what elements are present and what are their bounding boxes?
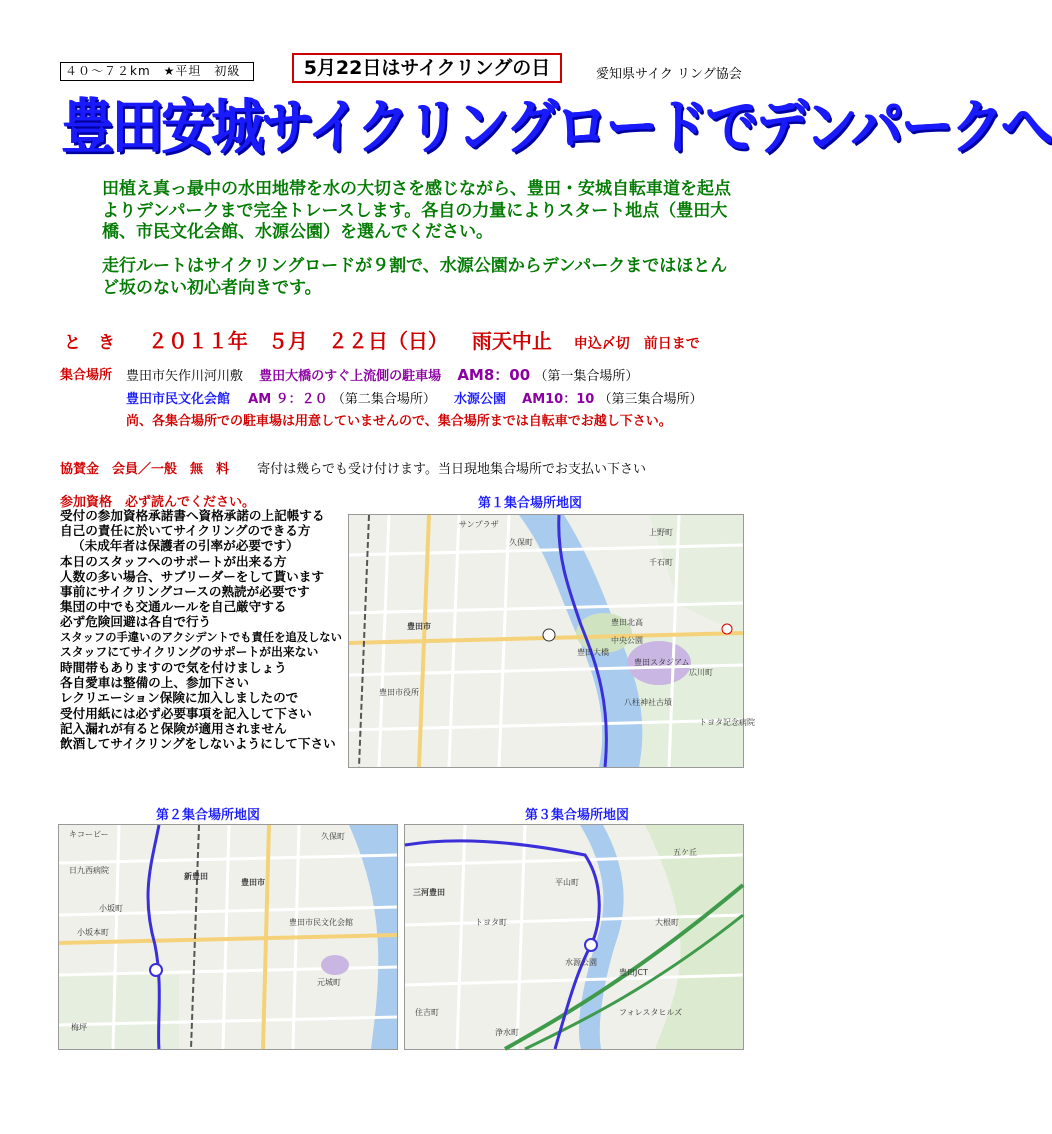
cycling-day-banner: 5月22日はサイクリングの日	[292, 53, 562, 83]
fee-note: 寄付は幾らでも受け付けます。当日現地集合場所でお支払い下さい	[257, 462, 646, 477]
map-3	[404, 824, 744, 1050]
date-line	[64, 325, 700, 354]
list-item: レクリエーション保険に加入しましたので	[60, 690, 299, 706]
list-item: 時間帯もありますので気を付けましょう	[60, 660, 287, 676]
svg-text:平山町: 平山町	[555, 878, 579, 887]
list-item: 事前にサイクリングコースの熟読が必要です	[60, 584, 310, 600]
list-item: （未成年者は保護者の引率が必要です）	[72, 538, 299, 554]
association-name: 愛知県サイク リング協会	[596, 67, 742, 82]
list-item: 受付用紙には必ず必要事項を記入して下さい	[60, 705, 312, 721]
map-2-caption: 第２集合場所地図	[156, 808, 261, 823]
fee-label: 協賛金 会員／一般 無 料	[60, 462, 230, 477]
meeting-1-note: （第一集合場所）	[534, 369, 639, 384]
meeting-line-1	[126, 364, 638, 385]
svg-text:豊田JCT: 豊田JCT	[619, 968, 648, 977]
list-item: 自己の責任に於いてサイクリングのできる方	[60, 523, 311, 539]
svg-text:広川町: 広川町	[689, 668, 713, 677]
svg-text:上野町: 上野町	[649, 528, 673, 537]
intro-paragraph-1: 田植え真っ最中の水田地帯を水の大切さを感じながら、豊田・安城自転車道を起点よりデンパークまで完全トレースします。各自の力量によりスタート地点（豊田大橋、市民文化会館、水源公園）を選んでください。	[102, 179, 731, 242]
rain-cancel-note: 雨天中止	[471, 329, 552, 353]
map-1-image	[349, 515, 755, 767]
svg-text:浄水町: 浄水町	[495, 1028, 519, 1037]
svg-text:豊田市役所: 豊田市役所	[379, 688, 419, 697]
map-3-image	[405, 825, 743, 1049]
svg-text:豊田市: 豊田市	[241, 878, 265, 887]
list-item: 人数の多い場合、サブリーダーをして貰います	[60, 568, 324, 584]
svg-text:豊田市民文化会館: 豊田市民文化会館	[289, 918, 353, 927]
event-date: ２０１１年 ５月 ２２日（日）	[147, 329, 448, 353]
meeting-2-time: AM ９：２０	[248, 392, 328, 407]
meeting-1-time: AM8：00	[457, 366, 531, 384]
list-item: 集団の中でも交通ルールを自己厳守する	[60, 599, 287, 615]
meeting-1-spot: 豊田大橋のすぐ上流側の駐車場	[259, 369, 442, 384]
application-deadline: 申込〆切 前日まで	[573, 336, 700, 352]
svg-text:小坂本町: 小坂本町	[77, 928, 109, 937]
parking-notice: 尚、各集合場所での駐車場は用意していませんので、集合場所までは自転車でお越し下さい。	[126, 414, 672, 429]
svg-text:トヨタ記念病院: トヨタ記念病院	[699, 718, 755, 727]
map-1	[348, 514, 755, 768]
svg-text:水源公園: 水源公園	[565, 958, 597, 967]
meeting-3-note: （第三集合場所）	[598, 392, 703, 407]
svg-text:日九西病院: 日九西病院	[69, 866, 109, 875]
map-2-image	[59, 825, 397, 1049]
meeting-line-2	[126, 388, 702, 407]
svg-text:五ケ丘: 五ケ丘	[673, 848, 697, 857]
svg-text:大根町: 大根町	[655, 918, 679, 927]
page-title: 豊田安城サイクリングロードでデンパークへ	[62, 93, 1052, 163]
qualifications-list	[60, 508, 356, 751]
svg-text:久保町: 久保町	[509, 538, 533, 547]
svg-text:梅坪: 梅坪	[71, 1023, 87, 1032]
svg-text:豊田スタジアム: 豊田スタジアム	[634, 658, 690, 667]
list-item: 本日のスタッフへのサポートが出来る方	[60, 553, 287, 569]
meeting-3-time: AM10：10	[522, 392, 595, 407]
svg-text:トヨタ町: トヨタ町	[475, 918, 507, 927]
map-2	[58, 824, 398, 1050]
list-item: スタッフの手違いのアクシデントでも責任を追及しない	[60, 630, 342, 644]
meeting-3-place: 水源公園	[453, 392, 506, 407]
svg-text:八柱神社古墳: 八柱神社古墳	[624, 698, 672, 707]
list-item: 飲酒してサイクリングをしないようにして下さい	[60, 736, 336, 752]
qualifications-heading: 参加資格 必ず読んでください。	[60, 495, 256, 510]
meeting-2-place: 豊田市民文化会館	[126, 392, 231, 407]
svg-text:豊田北高: 豊田北高	[611, 618, 643, 627]
svg-text:サンプラザ: サンプラザ	[459, 520, 499, 529]
meeting-label: 集合場所	[60, 368, 113, 383]
map-1-caption: 第１集合場所地図	[478, 496, 583, 511]
intro-paragraph-2: 走行ルートはサイクリングロードが９割で、水源公園からデンパークまではほとんど坂のない初心者向きです。	[102, 256, 728, 298]
svg-text:元城町: 元城町	[317, 978, 341, 987]
svg-text:三河豊田: 三河豊田	[413, 888, 445, 897]
meeting-2-note: （第二集合場所）	[331, 392, 436, 407]
svg-text:フォレスタヒルズ: フォレスタヒルズ	[619, 1008, 683, 1017]
meeting-1-place: 豊田市矢作川河川敷	[126, 369, 244, 384]
list-item: スタッフにてサイクリングのサポートが出来ない	[60, 644, 319, 659]
course-info-tag: ４０～７２km ★平坦 初級	[60, 62, 254, 81]
list-item: 記入漏れが有ると保険が適用されません	[60, 720, 287, 736]
svg-text:久保町: 久保町	[321, 832, 345, 841]
fee-line	[60, 458, 646, 477]
svg-text:小坂町: 小坂町	[99, 904, 123, 913]
svg-text:豊田市: 豊田市	[407, 622, 431, 631]
map-3-caption: 第３集合場所地図	[525, 808, 630, 823]
svg-text:中央公園: 中央公園	[611, 636, 643, 645]
list-item: 必ず危険回避は各自で行う	[60, 614, 212, 630]
svg-text:新豊田: 新豊田	[184, 872, 208, 881]
svg-text:住吉町: 住吉町	[415, 1008, 439, 1017]
list-item: 各自愛車は整備の上、参加下さい	[60, 675, 249, 691]
svg-text:千石町: 千石町	[649, 558, 673, 567]
date-label: と き	[64, 333, 115, 353]
svg-text:キコービー: キコービー	[69, 830, 109, 839]
list-item: 受付の参加資格承諾書へ資格承諾の上記帳する	[60, 508, 325, 523]
svg-text:豊田大橋: 豊田大橋	[577, 648, 609, 657]
